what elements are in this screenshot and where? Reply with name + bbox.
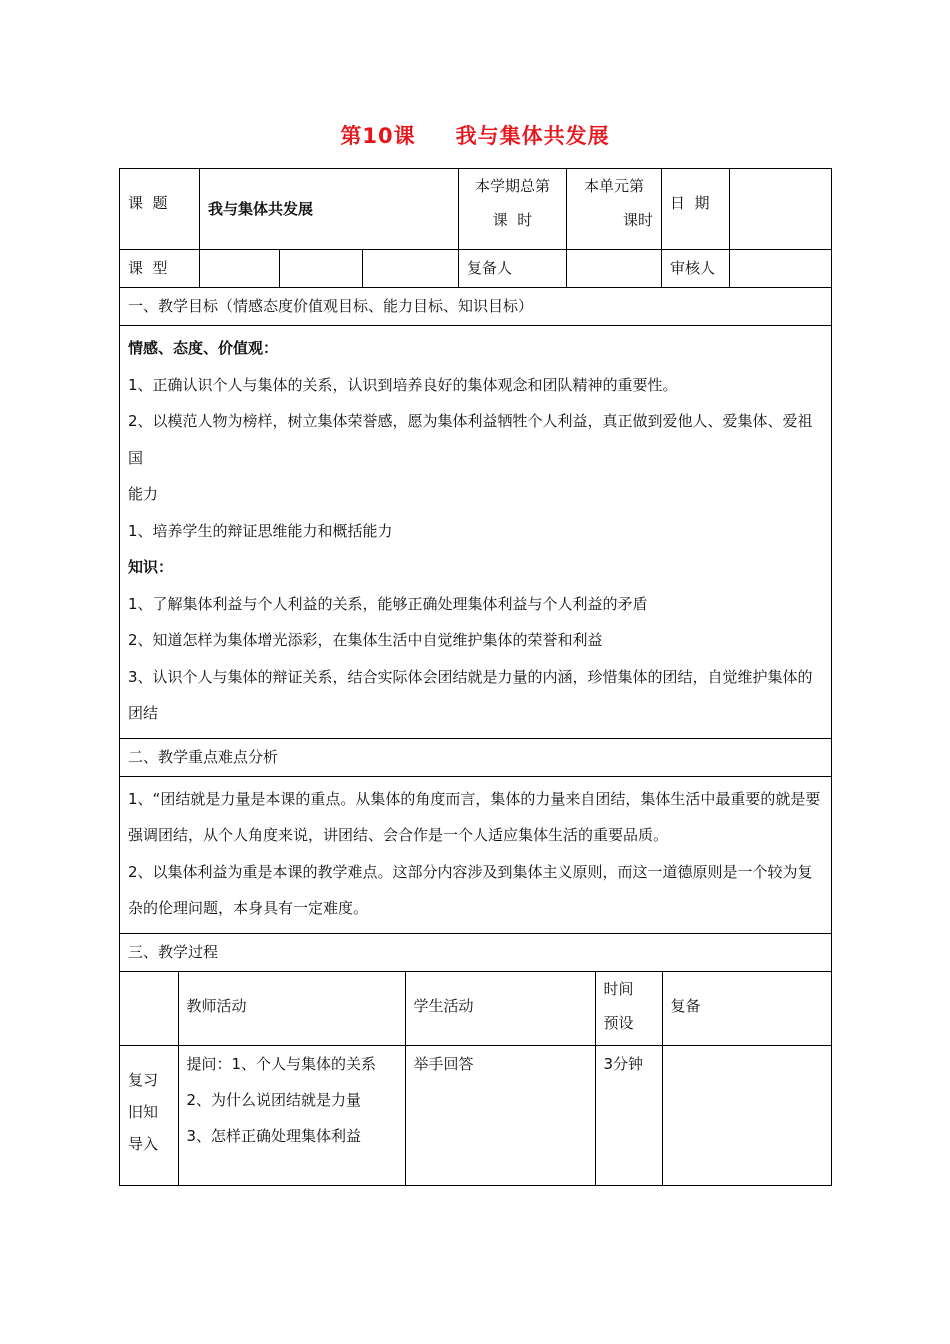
reviewer-label: 复备人: [467, 259, 513, 277]
section2-body-cell: [120, 776, 832, 933]
row1-stage: 复习旧知导入: [128, 1071, 159, 1153]
lesson-topic: 我与集体共发展: [455, 124, 610, 148]
auditor-label-cell: [662, 250, 730, 288]
type-value-cell-1: [200, 250, 280, 288]
section2-heading-cell: [120, 738, 832, 776]
reviewer-value-cell: [567, 250, 662, 288]
topic-label: 课 题: [128, 194, 168, 212]
process-student-header: [405, 972, 595, 1046]
row1-stage-cell: [120, 1046, 178, 1185]
ability-heading: 能力: [128, 485, 159, 503]
ability-item-1: 1、培养学生的辩证思维能力和概括能力: [128, 521, 393, 540]
lesson-plan-table: [119, 168, 832, 1186]
unit-period-label-2: 课时: [622, 211, 653, 229]
page-title: [0, 120, 950, 150]
reviewer-label-cell: [459, 250, 567, 288]
date-label-cell: [662, 169, 730, 250]
col-review-label: 复备: [670, 996, 701, 1015]
knowledge-heading: 知识：: [128, 558, 174, 576]
row1-teacher-cell: [178, 1046, 405, 1185]
knowledge-item-2: 2、知道怎样为集体增光添彩，在集体生活中自觉维护集体的荣誉和利益: [128, 631, 603, 649]
unit-period-cell: [567, 169, 662, 250]
section3-heading-cell: [120, 933, 832, 971]
key-point-1: 1、“团结就是力量是本课的重点。从集体的角度而言，集体的力量来自团结，集体生活中最重要的就是要强调团结，从个人角度来说，讲团结、会合作是一个人适应集体生活的重要品质。: [128, 789, 821, 844]
process-table-cell: [120, 971, 832, 1185]
unit-period-label-1: 本单元第: [583, 177, 644, 195]
type-value-cell-2: [280, 250, 363, 288]
type-label-cell: [120, 250, 200, 288]
process-review-header: [662, 972, 832, 1046]
key-point-2: 2、以集体利益为重是本课的教学难点。这部分内容涉及到集体主义原则，而这一道德原则是一个较为复杂的伦理问题，本身具有一定难度。: [128, 862, 813, 917]
knowledge-item-1: 1、了解集体利益与个人利益的关系，能够正确处理集体利益与个人利益的矛盾: [128, 594, 648, 613]
emotion-heading: 情感、态度、价值观：: [128, 339, 279, 357]
total-period-label-1: 本学期总第: [474, 177, 550, 195]
process-stage-header: [120, 972, 178, 1046]
type-value-cell-3: [363, 250, 459, 288]
date-label: 日 期: [670, 194, 710, 212]
auditor-value-cell: [730, 250, 832, 288]
topic-label-cell: [120, 169, 200, 250]
emotion-item-1: 1、正确认识个人与集体的关系，认识到培养良好的集体观念和团队精神的重要性。: [128, 375, 678, 394]
process-time-header: [595, 972, 662, 1046]
section1-body-cell: [120, 326, 832, 739]
row1-time-cell: [595, 1046, 662, 1185]
section3-heading: 三、教学过程: [128, 942, 219, 961]
total-period-cell: [459, 169, 567, 250]
row1-student: 举手回答: [413, 1055, 474, 1073]
topic-value-cell: [200, 169, 459, 250]
process-table: [120, 972, 832, 1185]
auditor-label: 审核人: [670, 259, 716, 277]
section2-heading: 二、教学重点难点分析: [128, 747, 279, 766]
knowledge-item-3: 3、认识个人与集体的辩证关系，结合实际体会团结就是力量的内涵，珍惜集体的团结，自觉维护集体的团结: [128, 667, 813, 722]
col-time-label-2: 预设: [603, 1013, 634, 1032]
row1-teacher-line-3: 3、怎样正确处理集体利益: [186, 1127, 362, 1145]
total-period-label-2: 课 时: [492, 211, 533, 229]
row1-review-cell: [662, 1046, 832, 1185]
col-time-label-1: 时间: [603, 979, 634, 998]
section1-heading: 一、教学目标（情感态度价值观目标、能力目标、知识目标）: [128, 297, 534, 315]
row1-time: 3分钟: [603, 1055, 644, 1073]
topic-value: 我与集体共发展: [208, 200, 314, 218]
col-teacher-label: 教师活动: [186, 996, 247, 1015]
row1-student-cell: [405, 1046, 595, 1185]
process-teacher-header: [178, 972, 405, 1046]
row1-teacher-line-2: 2、为什么说团结就是力量: [186, 1091, 362, 1109]
emotion-item-2: 2、以模范人物为榜样，树立集体荣誉感，愿为集体利益牺牲个人利益，真正做到爱他人、爱集体、爱祖国: [128, 412, 813, 467]
lesson-number: 第10课: [340, 124, 416, 148]
date-value-cell: [730, 169, 832, 250]
type-label: 课 型: [128, 259, 168, 277]
section1-heading-cell: [120, 288, 832, 326]
col-student-label: 学生活动: [413, 996, 474, 1015]
row1-teacher-line-1: 提问：1、个人与集体的关系: [186, 1055, 377, 1073]
